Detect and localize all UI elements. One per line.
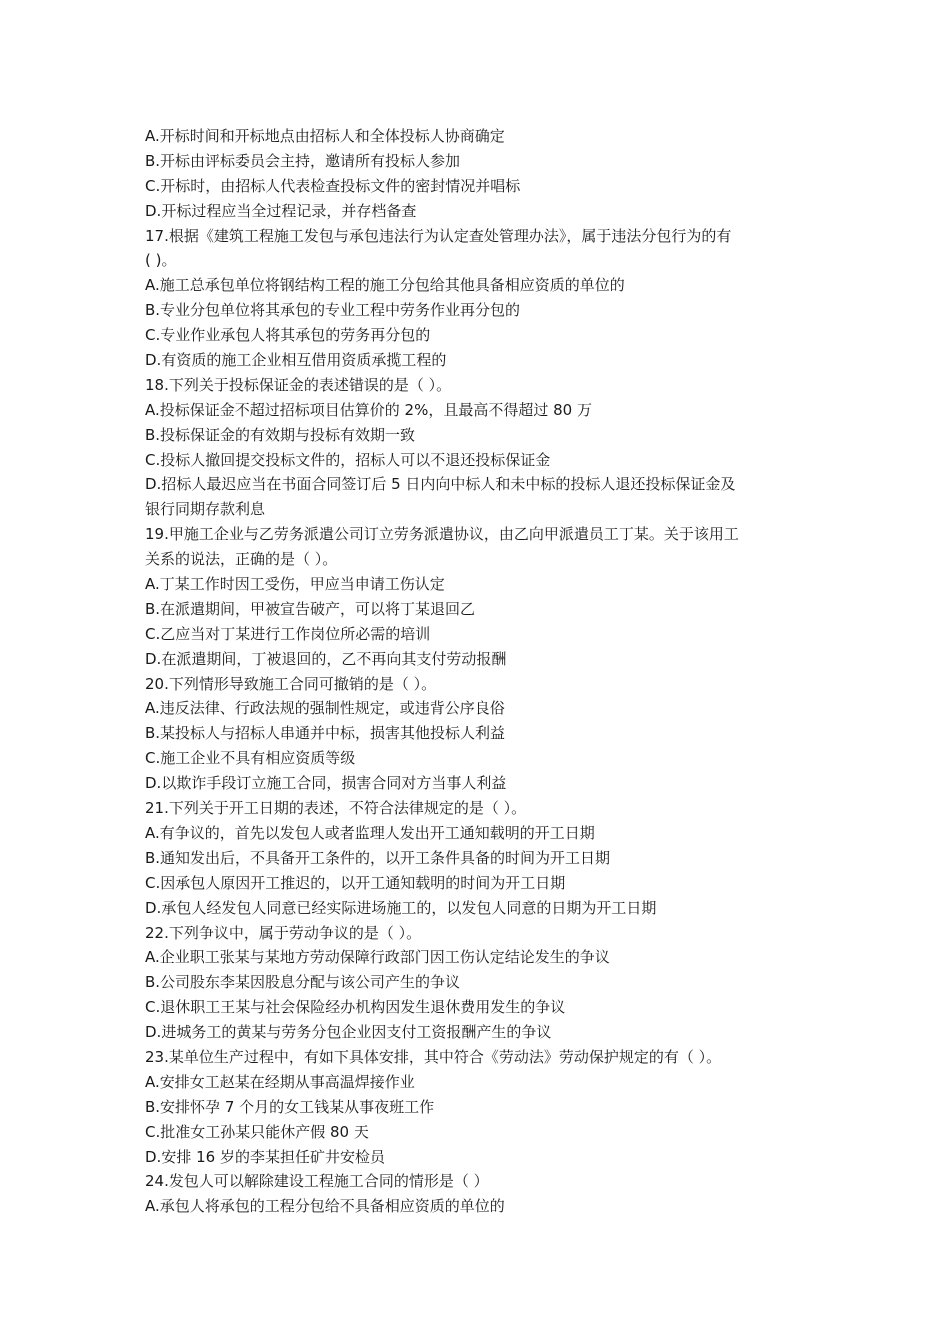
question-20-stem: 20.下列情形导致施工合同可撤销的是（ ）。: [145, 674, 437, 693]
text-line: B.专业分包单位将其承包的专业工程中劳务作业再分包的: [145, 301, 521, 320]
text-line: B.某投标人与招标人串通并中标，损害其他投标人利益: [145, 724, 506, 743]
text-line: D.安排 16 岁的李某担任矿井安检员: [145, 1147, 385, 1166]
question-21-stem: 21.下列关于开工日期的表述，不符合法律规定的是（ ）。: [145, 799, 527, 818]
text-line: B.安排怀孕 7 个月的女工钱某从事夜班工作: [145, 1097, 435, 1116]
text-line: B.在派遣期间，甲被宣告破产，可以将丁某退回乙: [145, 599, 476, 618]
text-line: A.违反法律、行政法规的强制性规定，或违背公序良俗: [145, 699, 505, 718]
text-line: D.开标过程应当全过程记录，并存档备查: [145, 201, 417, 220]
text-line: C.专业作业承包人将其承包的劳务再分包的: [145, 326, 431, 345]
text-line: A.承包人将承包的工程分包给不具备相应资质的单位的: [145, 1197, 505, 1216]
text-line: C.施工企业不具有相应资质等级: [145, 749, 356, 768]
text-line: C.乙应当对丁某进行工作岗位所必需的培训: [145, 624, 431, 643]
text-line: A.企业职工张某与某地方劳动保障行政部门因工伤认定结论发生的争议: [145, 948, 610, 967]
text-line: A.丁某工作时因工受伤，甲应当申请工伤认定: [145, 575, 445, 594]
text-line: 银行同期存款利息: [145, 500, 266, 519]
text-line: B.公司股东李某因股息分配与该公司产生的争议: [145, 973, 461, 992]
text-line: D.在派遣期间，丁被退回的，乙不再向其支付劳动报酬: [145, 649, 507, 668]
text-line: D.以欺诈手段订立施工合同，损害合同对方当事人利益: [145, 774, 507, 793]
text-line: C.因承包人原因开工推迟的，以开工通知载明的时间为开工日期: [145, 873, 566, 892]
text-line: A.有争议的，首先以发包人或者监理人发出开工通知载明的开工日期: [145, 823, 595, 842]
question-17-stem-cont: ( )。: [145, 251, 177, 270]
question-19-stem-cont: 关系的说法，正确的是（ ）。: [145, 550, 338, 569]
question-24-stem: 24.发包人可以解除建设工程施工合同的情形是（ ）: [145, 1172, 489, 1191]
question-17-stem: 17.根据《建筑工程施工发包与承包违法行为认定查处管理办法》，属于违法分包行为的有: [145, 226, 732, 245]
text-line: D.有资质的施工企业相互借用资质承揽工程的: [145, 351, 447, 370]
text-line: D.承包人经发包人同意已经实际进场施工的，以发包人同意的日期为开工日期: [145, 898, 657, 917]
text-line: C.开标时，由招标人代表检查投标文件的密封情况并唱标: [145, 176, 521, 195]
question-18-stem: 18.下列关于投标保证金的表述错误的是（ ）。: [145, 375, 452, 394]
text-line: A.安排女工赵某在经期从事高温焊接作业: [145, 1072, 415, 1091]
text-line: C.退休职工王某与社会保险经办机构因发生退休费用发生的争议: [145, 998, 566, 1017]
question-text-body: [145, 124, 813, 1219]
text-line: D.招标人最迟应当在书面合同签订后 5 日内向中标人和未中标的投标人退还投标保证金及: [145, 475, 736, 494]
text-line: D.进城务工的黄某与劳务分包企业因支付工资报酬产生的争议: [145, 1023, 552, 1042]
text-line: B.开标由评标委员会主持，邀请所有投标人参加: [145, 151, 461, 170]
text-line: C.批准女工孙某只能休产假 80 天: [145, 1122, 369, 1141]
question-23-stem: 23.某单位生产过程中，有如下具体安排，其中符合《劳动法》劳动保护规定的有（ ）。: [145, 1047, 722, 1066]
question-19-stem: 19.甲施工企业与乙劳务派遣公司订立劳务派遣协议，由乙向甲派遣员工丁某。关于该用工: [145, 525, 739, 544]
text-line: A.投标保证金不超过招标项目估算价的 2%，且最高不得超过 80 万: [145, 400, 592, 419]
text-line: B.投标保证金的有效期与投标有效期一致: [145, 425, 416, 444]
text-line: B.通知发出后，不具备开工条件的，以开工条件具备的时间为开工日期: [145, 848, 611, 867]
text-line: A.开标时间和开标地点由招标人和全体投标人协商确定: [145, 127, 505, 145]
question-22-stem: 22.下列争议中，属于劳动争议的是（ ）。: [145, 923, 422, 942]
text-line: A.施工总承包单位将钢结构工程的施工分包给其他具备相应资质的单位的: [145, 276, 625, 295]
text-line: C.投标人撤回提交投标文件的，招标人可以不退还投标保证金: [145, 450, 551, 469]
